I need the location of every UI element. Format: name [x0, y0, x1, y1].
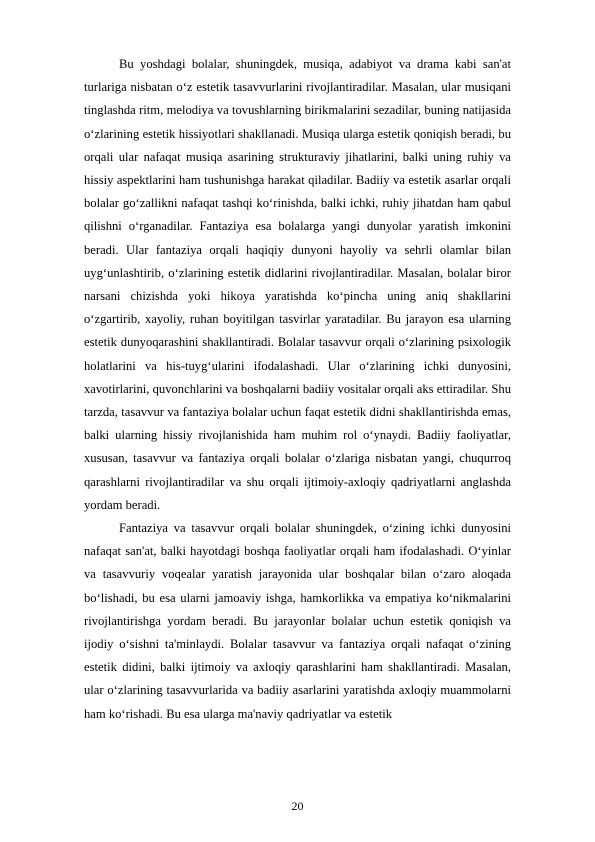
- body-text: [84, 53, 511, 726]
- paragraph-2: Fantaziya va tasavvur orqali bolalar shuningdek, o‘zining ichki dunyosini nafaqat san'at, balki hayotdagi boshqa faoliyatlar orqali ham ifodalashadi. O‘yinlar va tasavvuriy voqealar yaratish jarayonida ular boshqalar bilan o‘zaro aloqada bo‘lishadi, bu esa ularni jamoaviy ishga, hamkorlikka va empatiya ko‘nikmalarini rivojlantirishga yordam beradi. Bu jarayonlar bolalar uchun estetik qoniqish va ijodiy o‘sishni ta'minlaydi. Bolalar tasavvur va fantaziya orqali nafaqat o‘zining estetik didini, balki ijtimoiy va axloqiy qarashlarini ham shakllantiradi. Masalan, ular o‘zlarining tasavvurlarida va badiiy asarlarini yaratishda axloqiy muammolarni ham ko‘rishadi. Bu esa ularga ma'naviy qadriyatlar va estetik: [84, 521, 511, 721]
- page-number: 20: [291, 799, 304, 813]
- paragraph-1: Bu yoshdagi bolalar, shuningdek, musiqa, adabiyot va drama kabi san'at turlariga nisbatan o‘z estetik tasavvurlarini rivojlantiradilar. Masalan, ular musiqani tinglashda ritm, melodiya va tovushlarning birikmalarini sezadilar, buning natijasida o‘zlarining estetik hissiyotlari shakllanadi. Musiqa ularga estetik qoniqish beradi, bu orqali ular nafaqat musiqa asarining strukturaviy jihatlarini, balki uning ruhiy va hissiy aspektlarini ham tushunishga harakat qiladilar. Badiiy va estetik asarlar orqali bolalar go‘zallikni nafaqat tashqi ko‘rinishda, balki ichki, ruhiy jihatdan ham qabul qilishni o‘rganadilar. Fantaziya esa bolalarga yangi dunyolar yaratish imkonini beradi. Ular fantaziya orqali haqiqiy dunyoni hayoliy va sehrli olamlar bilan uyg‘unlashtirib, o‘zlarining estetik didlarini rivojlantiradilar. Masalan, bolalar biror narsani chizishda yoki hikoya yaratishda ko‘pincha uning aniq shakllarini o‘zgartirib, xayoliy, ruhan boyitilgan tasvirlar yaratadilar. Bu jarayon esa ularning estetik dunyoqarashini shakllantiradi. Bolalar tasavvur orqali o‘zlarining psixologik holatlarini va his-tuyg‘ularini ifodalashadi. Ular o‘zlarining ichki dunyosini, xavotirlarini, quvonchlarini va boshqalarni badiiy vositalar orqali aks ettiradilar. Shu tarzda, tasavvur va fantaziya bolalar uchun faqat estetik didni shakllantirishda emas, balki ularning hissiy rivojlanishida ham muhim rol o‘ynaydi. Badiiy faoliyatlar, xususan, tasavvur va fantaziya orqali bolalar o‘zlariga nisbatan yangi, chuqurroq qarashlarni rivojlantiradilar va shu orqali ijtimoiy-axloqiy qadriyatlarni anglashda yordam beradi.: [84, 57, 511, 512]
